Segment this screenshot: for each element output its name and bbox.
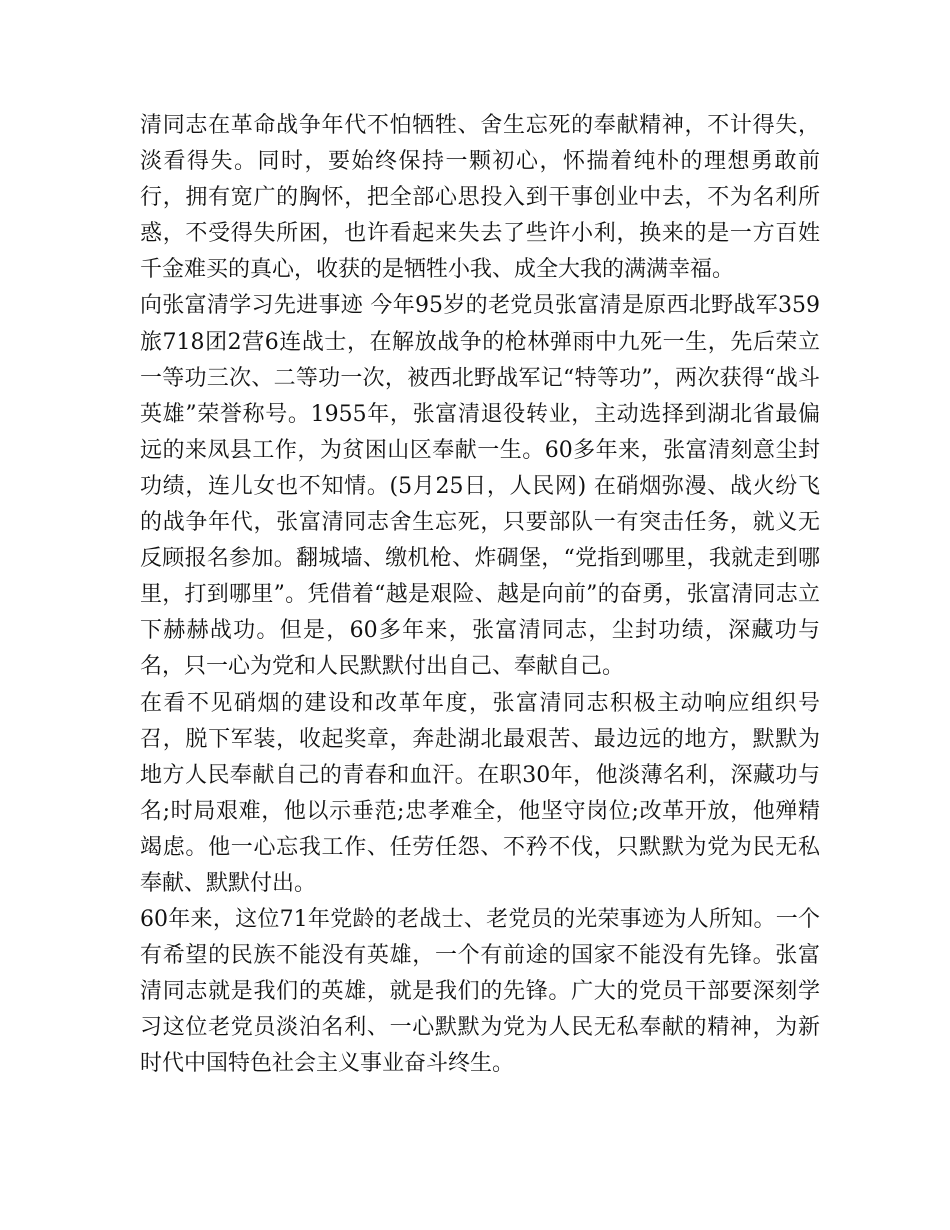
paragraph-3: 在看不见硝烟的建设和改革年度，张富清同志积极主动响应组织号召，脱下军装，收起奖章，奔赴湖北最艰苦、最边远的地方，默默为地方人民奉献自己的青春和血汗。在职30年，他淡薄名利，深藏功与名;时局艰难，他以示垂范;忠孝难全，他坚守岗位;改革开放，他殚精竭虑。他一心忘我工作、任劳任怨、不矜不伐，只默默为党为民无私奉献、默默付出。	[140, 690, 820, 896]
paragraph-4: 60年来，这位71年党龄的老战士、老党员的光荣事迹为人所知。一个有希望的民族不能没有英雄，一个有前途的国家不能没有先锋。张富清同志就是我们的英雄，就是我们的先锋。广大的党员干部要深刻学习这位老党员淡泊名利、一心默默为党为人民无私奉献的精神，为新时代中国特色社会主义事业奋斗终生。	[140, 907, 820, 1077]
paragraph-1: 清同志在革命战争年代不怕牺牲、舍生忘死的奉献精神，不计得失，淡看得失。同时，要始终保持一颗初心，怀揣着纯朴的理想勇敢前行，拥有宽广的胸怀，把全部心思投入到干事创业中去，不为名利所惑，不受得失所困，也许看起来失去了些许小利，换来的是一方百姓千金难买的真心，收获的是牺牲小我、成全大我的满满幸福。	[140, 113, 820, 283]
document-page	[140, 108, 820, 1083]
paragraph-2: 向张富清学习先进事迹 今年95岁的老党员张富清是原西北野战军359旅718团2营6连战士，在解放战争的枪林弹雨中九死一生，先后荣立一等功三次、二等功一次，被西北野战军记“特等功”，两次获得“战斗英雄”荣誉称号。1955年，张富清退役转业，主动选择到湖北省最偏远的来凤县工作，为贫困山区奉献一生。60多年来，张富清刻意尘封功绩，连儿女也不知情。(5月25日，人民网) 在硝烟弥漫、战火纷飞的战争年代，张富清同志舍生忘死，只要部队一有突击任务，就义无反顾报名参加。翻城墙、缴机枪、炸碉堡，“党指到哪里，我就走到哪里，打到哪里”。凭借着“越是艰险、越是向前”的奋勇，张富清同志立下赫赫战功。但是，60多年来，张富清同志，尘封功绩，深藏功与名，只一心为党和人民默默付出自己、奉献自己。	[140, 293, 820, 680]
